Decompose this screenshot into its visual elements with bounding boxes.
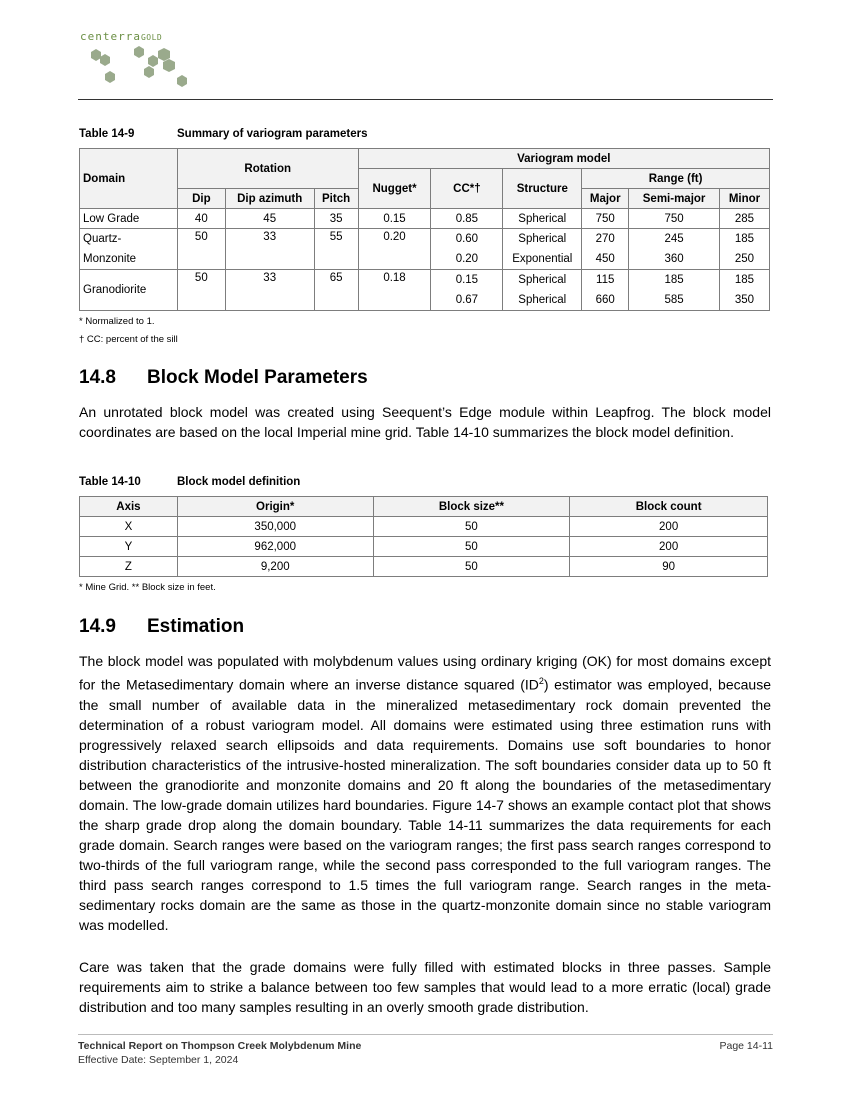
page-number: Page 14-11 xyxy=(719,1040,773,1052)
cell-origin: 9,200 xyxy=(177,557,373,577)
cell-block-size: 50 xyxy=(373,557,570,577)
table-row xyxy=(80,209,770,229)
header-dip-azimuth: Dip azimuth xyxy=(225,189,314,209)
cc-value: 0.20 xyxy=(455,253,479,265)
structure-value: Exponential xyxy=(512,253,573,265)
company-logo-text xyxy=(80,30,162,43)
header-dip: Dip xyxy=(177,189,225,209)
hexagon-logo-icon xyxy=(78,44,198,96)
header-nugget: Nugget* xyxy=(358,169,431,209)
header-pitch: Pitch xyxy=(314,189,358,209)
logo-main: centerra xyxy=(80,30,141,43)
paragraph: An unrotated block model was created using Seequent’s Edge module within Leapfrog. The block model coordinates are based on the local Imperial mine grid. Table 14-10 summarizes the block model definition. xyxy=(79,404,771,440)
table-row xyxy=(80,270,770,311)
cc-value: 0.67 xyxy=(455,294,479,306)
header-origin: Origin* xyxy=(177,497,373,517)
header-axis: Axis xyxy=(80,497,178,517)
table-note: * Mine Grid. ** Block size in feet. xyxy=(79,582,216,593)
structure-value: Spherical xyxy=(518,233,567,245)
header-structure: Structure xyxy=(503,169,582,209)
cell-structure: Spherical xyxy=(503,209,582,229)
header-minor: Minor xyxy=(719,189,769,209)
cell-structure xyxy=(503,270,582,311)
cell-block-size: 50 xyxy=(373,517,570,537)
cell-block-size: 50 xyxy=(373,537,570,557)
report-title: Technical Report on Thompson Creek Molybdenum Mine xyxy=(78,1040,362,1052)
cell-domain xyxy=(80,229,178,270)
superscript: 2 xyxy=(538,676,544,686)
structure-value: Spherical xyxy=(518,294,567,306)
section-number: 14.9 xyxy=(79,616,116,637)
minor-value: 250 xyxy=(734,253,755,265)
major-value: 660 xyxy=(595,294,615,306)
cell-axis: Z xyxy=(80,557,178,577)
table-title: Summary of variogram parameters xyxy=(177,128,368,140)
cell-dip-azimuth: 45 xyxy=(225,209,314,229)
page-header xyxy=(78,28,773,100)
section-heading xyxy=(79,616,244,638)
section-number: 14.8 xyxy=(79,367,116,388)
cell-minor: 285 xyxy=(719,209,769,229)
cell-axis: X xyxy=(80,517,178,537)
cell-block-count: 200 xyxy=(570,537,768,557)
section-title: Block Model Parameters xyxy=(147,367,368,388)
cell-structure xyxy=(503,229,582,270)
table-number: Table 14-10 xyxy=(79,476,141,488)
header-variogram-model: Variogram model xyxy=(358,149,769,169)
semi-major-value: 245 xyxy=(664,233,684,245)
cell-dip-azimuth: 33 xyxy=(225,229,314,270)
cell-pitch: 55 xyxy=(314,229,358,270)
semi-major-value: 360 xyxy=(664,253,684,265)
section-heading xyxy=(79,367,368,389)
cell-nugget: 0.18 xyxy=(358,270,431,311)
section-title: Estimation xyxy=(147,616,245,637)
table-note: † CC: percent of the sill xyxy=(79,334,178,345)
paragraph: Care was taken that the grade domains were fully filled with estimated blocks in three passes. Sample requirements aim to strike a balance between too few samples that would lead to a more erratic (local) grade distribution and too many samples resulting in an overly smooth grade distribution. xyxy=(79,959,771,1015)
cell-cc: 0.85 xyxy=(431,209,503,229)
paragraph-text: The block model was populated with molybdenum values using ordinary kriging (OK) for most domains except for the Metasedimentary domain where an inverse distance squared (ID xyxy=(79,653,771,693)
page-footer xyxy=(78,1034,773,1066)
cell-block-count: 90 xyxy=(570,557,768,577)
cc-value: 0.60 xyxy=(455,233,479,245)
logo-suffix: GOLD xyxy=(140,33,163,42)
cell-nugget: 0.20 xyxy=(358,229,431,270)
cell-cc xyxy=(431,270,503,311)
cell-pitch: 65 xyxy=(314,270,358,311)
domain-line-1: Quartz- xyxy=(83,233,122,245)
header-cc: CC*† xyxy=(431,169,503,209)
cell-axis: Y xyxy=(80,537,178,557)
cell-domain: Granodiorite xyxy=(80,270,178,311)
table-14-10-caption xyxy=(79,476,300,488)
header-domain: Domain xyxy=(80,149,178,209)
paragraph-text: ) estimator was employed, because the small number of available data in the mineralized metasedimentary rock domain prevented the determination of a robust variogram model. All domains were estimated using three estimation runs with progressively relaxed search ellipsoids and data requirements. Domains use soft boundaries to honor distribution characteristics of the intrusive-hosted mineralization. The soft boundaries consider data up to 50 ft between the granodiorite and monzonite domains and 20 ft along the boundaries of the metasedimentary domain. The low-grade domain utilizes hard boundaries. Figure 14-7 shows an example contact plot that shows the sharp grade drop along the domain boundary. Table 14-11 summarizes the data requirements for each grade domain. Search ranges were based on the variogram ranges; the first pass search ranges correspond to two-thirds of the full variogram range, while the second pass corresponded to the full variogram ranges. The third pass search ranges correspond to 1.5 times the full variogram range. Search ranges in the meta-sedimentary rocks domain are the same as those in the quartz-monzonite domain since no stable variogram was modelled. xyxy=(79,676,771,933)
header-block-count: Block count xyxy=(570,497,768,517)
header-major: Major xyxy=(582,189,629,209)
paragraph xyxy=(79,651,771,935)
cell-cc xyxy=(431,229,503,270)
header-range: Range (ft) xyxy=(582,169,770,189)
table-row xyxy=(80,517,768,537)
cell-semi-major xyxy=(629,229,720,270)
minor-value: 350 xyxy=(734,294,755,306)
cell-minor xyxy=(719,229,769,270)
minor-value: 185 xyxy=(734,233,755,245)
cell-pitch: 35 xyxy=(314,209,358,229)
table-note: * Normalized to 1. xyxy=(79,316,155,327)
header-block-size: Block size** xyxy=(373,497,570,517)
domain-line-2: Monzonite xyxy=(83,253,137,265)
cell-minor xyxy=(719,270,769,311)
minor-value: 185 xyxy=(734,274,755,286)
cell-dip-azimuth: 33 xyxy=(225,270,314,311)
cell-semi-major xyxy=(629,270,720,311)
header-semi-major: Semi-major xyxy=(629,189,720,209)
cell-origin: 350,000 xyxy=(177,517,373,537)
cell-origin: 962,000 xyxy=(177,537,373,557)
table-row xyxy=(80,229,770,270)
cell-major: 750 xyxy=(582,209,629,229)
header-rotation: Rotation xyxy=(177,149,358,189)
variogram-parameters-table xyxy=(79,148,770,311)
block-model-table xyxy=(79,496,768,577)
cc-value: 0.15 xyxy=(455,274,479,286)
effective-date: Effective Date: September 1, 2024 xyxy=(78,1054,239,1066)
cell-semi-major: 750 xyxy=(629,209,720,229)
cell-dip: 50 xyxy=(177,229,225,270)
major-value: 270 xyxy=(595,233,615,245)
table-title: Block model definition xyxy=(177,476,301,488)
major-value: 115 xyxy=(596,274,615,286)
structure-value: Spherical xyxy=(518,274,567,286)
table-row xyxy=(80,537,768,557)
table-14-9-caption xyxy=(79,128,367,140)
semi-major-value: 185 xyxy=(664,274,684,286)
table-number: Table 14-9 xyxy=(79,128,135,140)
cell-major xyxy=(582,270,629,311)
cell-domain: Low Grade xyxy=(80,209,178,229)
cell-dip: 50 xyxy=(177,270,225,311)
cell-dip: 40 xyxy=(177,209,225,229)
semi-major-value: 585 xyxy=(664,294,684,306)
table-row xyxy=(80,557,768,577)
cell-major xyxy=(582,229,629,270)
major-value: 450 xyxy=(595,253,615,265)
cell-nugget: 0.15 xyxy=(358,209,431,229)
cell-block-count: 200 xyxy=(570,517,768,537)
